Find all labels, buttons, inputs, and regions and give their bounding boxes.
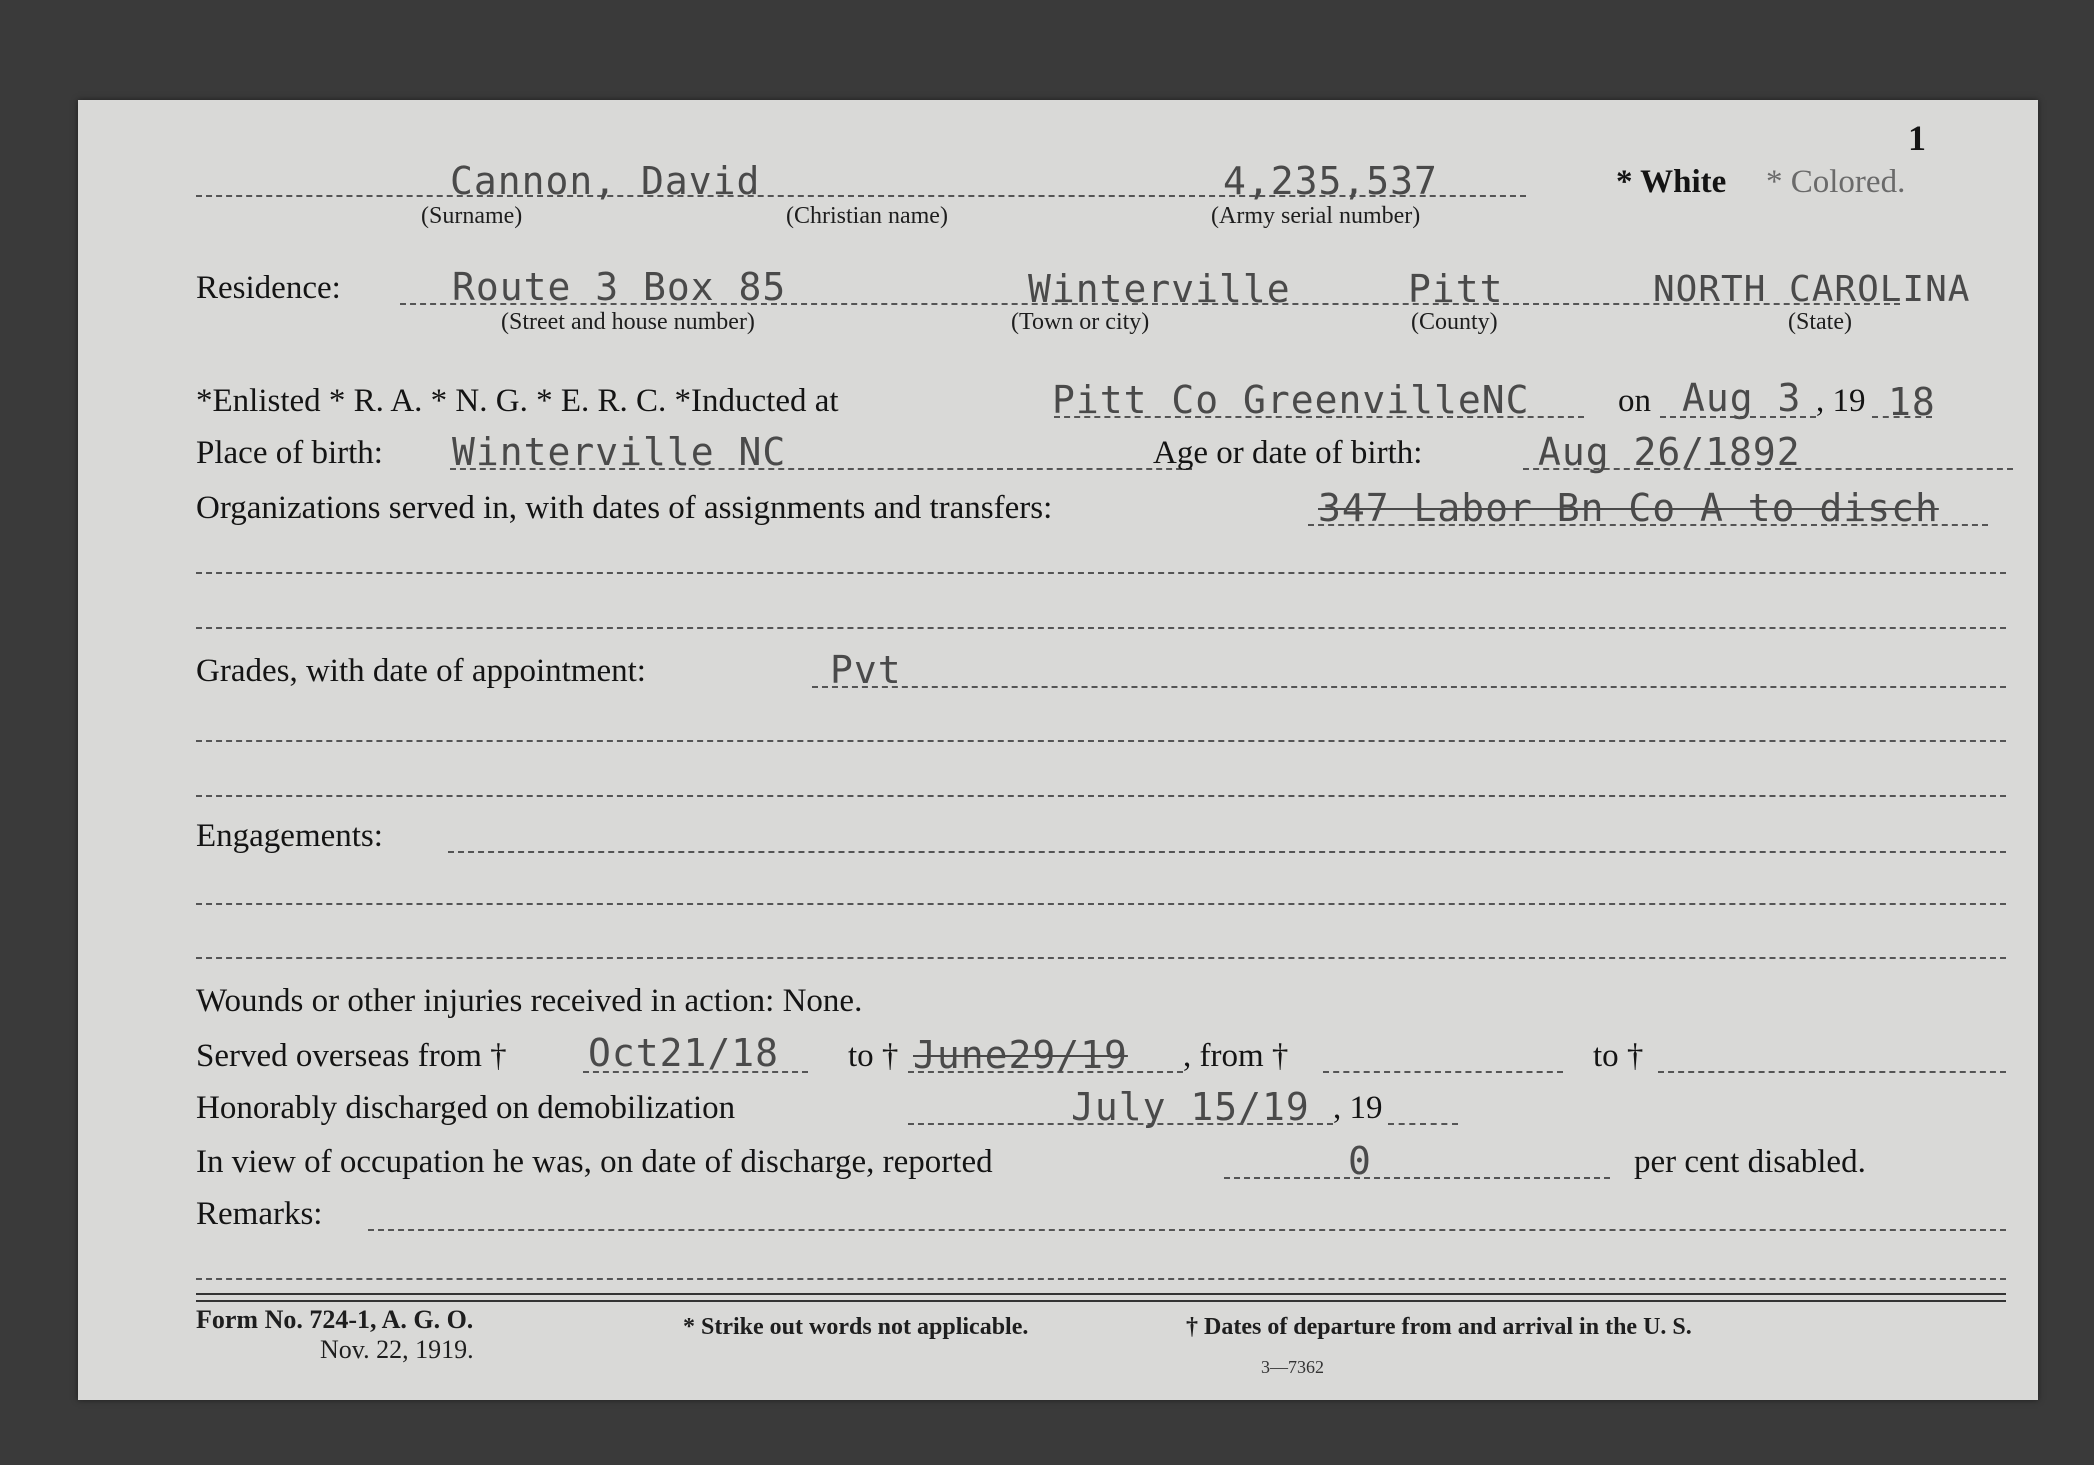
in-view-label: In view of occupation he was, on date of discharge, reported xyxy=(196,1144,993,1180)
organizations-entry: 347 Labor Bn Co A to disch xyxy=(1318,486,1939,530)
street-caption: (Street and house number) xyxy=(501,309,755,335)
engagements-line-2 xyxy=(196,903,2006,905)
engagements-line xyxy=(448,851,2006,853)
white-label: * White xyxy=(1616,164,1727,200)
form-date: Nov. 22, 1919. xyxy=(320,1335,474,1364)
inducted-at-entry: Pitt Co GreenvilleNC xyxy=(1052,378,1530,422)
grades-line xyxy=(812,686,2006,688)
grades-label: Grades, with date of appointment: xyxy=(196,653,646,689)
place-of-birth-label: Place of birth: xyxy=(196,435,383,471)
disabled-percent-entry: 0 xyxy=(1348,1139,1372,1183)
wounds-label: Wounds or other injuries received in action: None. xyxy=(196,983,863,1019)
grades-line-2 xyxy=(196,740,2006,742)
discharge-date-entry: July 15/19 xyxy=(1071,1085,1310,1129)
from-dagger-label: , from † xyxy=(1183,1038,1289,1074)
strike-out-note: * Strike out words not applicable. xyxy=(683,1314,1029,1340)
footer-rule-top xyxy=(196,1293,2006,1295)
town-caption: (Town or city) xyxy=(1011,309,1150,335)
overseas-to-entry: June29/19 xyxy=(913,1033,1128,1077)
year-prefix: , 19 xyxy=(1816,383,1866,419)
overseas-from2-line xyxy=(1323,1071,1563,1073)
dates-departure-note: † Dates of departure from and arrival in the U. S. xyxy=(1186,1314,1692,1340)
service-record-card xyxy=(78,100,2038,1400)
county-caption: (County) xyxy=(1411,309,1498,335)
inducted-year-entry: 18 xyxy=(1888,380,1936,424)
birth-date-entry: Aug 26/1892 xyxy=(1538,430,1801,474)
serial-caption: (Army serial number) xyxy=(1211,203,1421,229)
residence-label: Residence: xyxy=(196,270,341,306)
remarks-label: Remarks: xyxy=(196,1196,323,1232)
name-entry: Cannon, David xyxy=(450,159,761,203)
overseas-to2-line xyxy=(1658,1071,2006,1073)
serial-entry: 4,235,537 xyxy=(1223,159,1438,203)
organizations-line-3 xyxy=(196,627,2006,629)
form-number: Form No. 724-1, A. G. O. xyxy=(196,1305,474,1334)
age-or-dob-label: Age or date of birth: xyxy=(1153,435,1423,471)
colored-label: * Colored. xyxy=(1766,164,1906,200)
served-overseas-label: Served overseas from † xyxy=(196,1038,507,1074)
christian-name-caption: (Christian name) xyxy=(786,203,948,229)
surname-caption: (Surname) xyxy=(421,203,523,229)
town-entry: Winterville xyxy=(1028,267,1291,311)
organizations-label: Organizations served in, with dates of assignments and transfers: xyxy=(196,490,1053,526)
overseas-from-entry: Oct21/18 xyxy=(588,1031,780,1075)
print-code: 3—7362 xyxy=(1261,1357,1324,1377)
county-entry: Pitt xyxy=(1408,267,1504,311)
remarks-line-2 xyxy=(196,1278,2006,1280)
honorably-discharged-label: Honorably discharged on demobilization xyxy=(196,1090,736,1126)
on-label: on xyxy=(1618,383,1651,419)
to-dagger2-label: to † xyxy=(1593,1038,1644,1074)
card-number: 1 xyxy=(1908,118,1926,158)
grades-line-3 xyxy=(196,795,2006,797)
birth-place-entry: Winterville NC xyxy=(452,430,787,474)
inducted-on-entry: Aug 3 xyxy=(1682,376,1802,420)
disabled-percent-line xyxy=(1224,1177,1610,1179)
street-entry: Route 3 Box 85 xyxy=(452,265,787,309)
state-caption: (State) xyxy=(1788,309,1852,335)
remarks-line xyxy=(368,1229,2006,1231)
engagements-label: Engagements: xyxy=(196,818,383,854)
per-cent-disabled-label: per cent disabled. xyxy=(1634,1144,1866,1180)
engagements-line-3 xyxy=(196,957,2006,959)
state-entry: NORTH CAROLINA xyxy=(1653,269,1971,310)
organizations-line-2 xyxy=(196,572,2006,574)
grade-entry: Pvt xyxy=(830,648,902,692)
discharge-year-suffix: , 19 xyxy=(1333,1090,1383,1126)
to-dagger-label: to † xyxy=(848,1038,899,1074)
discharge-year-line xyxy=(1388,1123,1458,1125)
enlisted-label: *Enlisted * R. A. * N. G. * E. R. C. *Inducted at xyxy=(196,383,839,419)
footer-rule-bottom xyxy=(196,1300,2006,1302)
